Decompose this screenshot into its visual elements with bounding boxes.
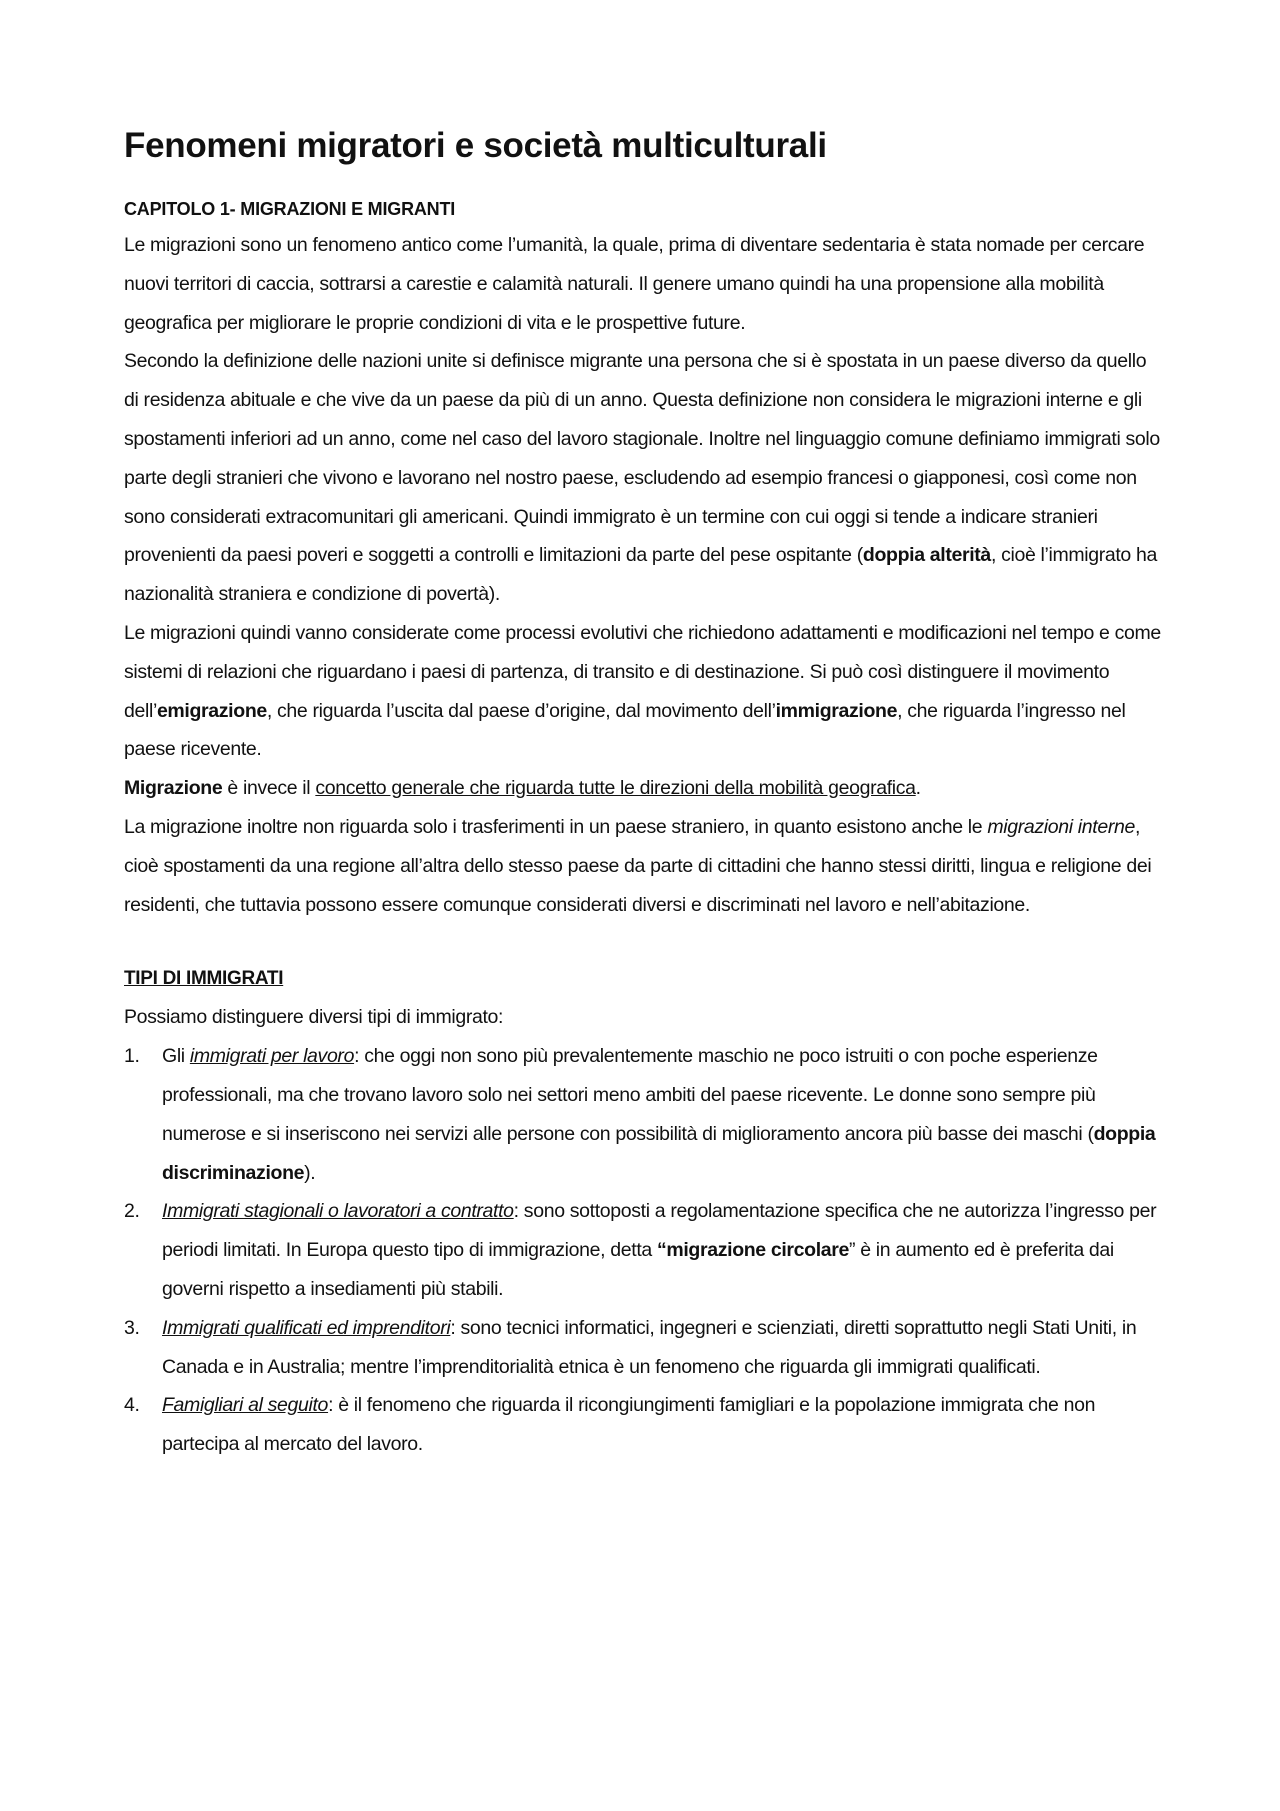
paragraph-text: è invece il <box>222 777 316 800</box>
section-heading: TIPI DI IMMIGRATI <box>124 968 284 990</box>
paragraph-definition <box>124 342 1164 614</box>
item-text: ). <box>304 1161 316 1184</box>
item-text: : è il fenomeno che riguarda il ricongiungimenti famigliari e la popolazione immigrata che non partecipa al mercato del lavoro. <box>162 1394 1096 1456</box>
paragraph-text: , cioè spostamenti da una regione all’altra dello stesso paese da parte di cittadini che hanno stessi diritti, lingua e religione dei residenti, che tuttavia possono essere comunque considerati diversi e discriminati nel lavoro e nell’abitazione. <box>124 815 1152 916</box>
item-bold: “migrazione circolare <box>656 1239 850 1262</box>
list-number: 1. <box>124 1045 140 1068</box>
immigrant-types-list <box>124 1037 1164 1464</box>
document-title: Fenomeni migratori e società multiculturali <box>124 126 827 165</box>
list-number: 4. <box>124 1394 140 1417</box>
paragraph-text: , che riguarda l’uscita dal paese d’origine, dal movimento dell’ <box>266 699 776 722</box>
document-page <box>124 118 1164 1464</box>
item-text: ” è in aumento ed è preferita dai governi rispetto a insediamenti più stabili. <box>162 1239 1114 1300</box>
paragraph-text: Secondo la definizione delle nazioni unite si definisce migrante una persona che si è spostata in un paese diverso da quello di residenza abituale e che vive da un paese da più di un anno. Questa definizione non considera le migrazioni interne e gli spostamenti inferiori ad un anno, come nel caso del lavoro stagionale. Inoltre nel linguaggio comune definiamo immigrati solo parte degli stranieri che vivono e lavorano nel nostro paese, escludendo ad esempio francesi o giapponesi, così come non sono considerati extracomunitari gli americani. Quindi immigrato è un termine con cui oggi si tende a indicare stranieri provenienti da paesi poveri e soggetti a controlli e limitazioni da parte del pese ospitante ( <box>124 350 1160 567</box>
paragraph-text: , cioè l’immigrato ha nazionalità straniera e condizione di povertà). <box>124 544 1157 606</box>
list-item <box>124 1037 1164 1192</box>
paragraph-text: . <box>915 777 921 800</box>
section-intro: Possiamo distinguere diversi tipi di immigrato: <box>124 1006 504 1029</box>
list-item <box>124 1309 1164 1387</box>
item-text: : che oggi non sono più prevalentemente maschio ne poco istruiti o con poche esperienze professionali, ma che trovano lavoro solo nei settori meno ambiti del paese ricevente. Le donne sono sempre più numerose e si inseriscono nei servizi alle persone con possibilità di miglioramento ancora più basse dei maschi ( <box>162 1045 1098 1145</box>
paragraph-text: Le migrazioni sono un fenomeno antico come l’umanità, la quale, prima di diventare sedentaria è stata nomade per cercare nuovi territori di caccia, sottrarsi a carestie e calamità naturali. Il genere umano quindi ha una propensione alla mobilità geografica per migliorare le proprie condizioni di vita e le prospettive future. <box>124 234 1145 334</box>
item-bold: doppia discriminazione <box>162 1122 1156 1184</box>
paragraph-internal-migration <box>124 808 1164 924</box>
paragraph-migrazione <box>124 769 1164 808</box>
paragraph-text: Le migrazioni quindi vanno considerate come processi evolutivi che richiedono adattamenti e modificazioni nel tempo e come sistemi di relazioni che riguardano i paesi di partenza, di transito e di destinazione. Si può così distinguere il movimento dell’ <box>124 621 1161 722</box>
item-text: : sono sottoposti a regolamentazione specifica che ne autorizza l’ingresso per periodi limitati. In Europa questo tipo di immigrazione, detta <box>162 1200 1157 1262</box>
bold-term-doppia-alterita: doppia alterità <box>862 544 991 567</box>
item-term: Famigliari al seguito <box>162 1394 329 1417</box>
item-term: immigrati per lavoro <box>189 1045 355 1068</box>
italic-term-migrazioni-interne: migrazioni interne <box>987 815 1135 838</box>
paragraph-text: La migrazione inoltre non riguarda solo i trasferimenti in un paese straniero, in quanto esistono anche le <box>124 815 988 838</box>
list-item <box>124 1192 1164 1308</box>
paragraph-processes <box>124 614 1164 769</box>
underlined-concept: concetto generale che riguarda tutte le direzioni della mobilità geografica <box>315 777 916 800</box>
chapter-heading: CAPITOLO 1- MIGRAZIONI E MIGRANTI <box>124 199 456 219</box>
paragraph-text: , che riguarda l’ingresso nel paese ricevente. <box>124 699 1126 761</box>
list-item <box>124 1386 1164 1464</box>
list-number: 3. <box>124 1316 140 1339</box>
item-term: Immigrati stagionali o lavoratori a contratto <box>162 1200 514 1223</box>
bold-term-immigrazione: immigrazione <box>775 699 898 722</box>
item-prefix: Gli <box>162 1045 190 1068</box>
bold-term-emigrazione: emigrazione <box>156 699 267 722</box>
list-number: 2. <box>124 1200 140 1223</box>
item-text: : sono tecnici informatici, ingegneri e scienziati, diretti soprattutto negli Stati Uniti, in Canada e in Australia; mentre l’imprenditorialità etnica è un fenomeno che riguarda gli immigrati qualificati. <box>162 1316 1137 1378</box>
item-term: Immigrati qualificati ed imprenditori <box>162 1316 451 1339</box>
paragraph-intro <box>124 226 1164 342</box>
bold-term-migrazione: Migrazione <box>124 777 223 800</box>
